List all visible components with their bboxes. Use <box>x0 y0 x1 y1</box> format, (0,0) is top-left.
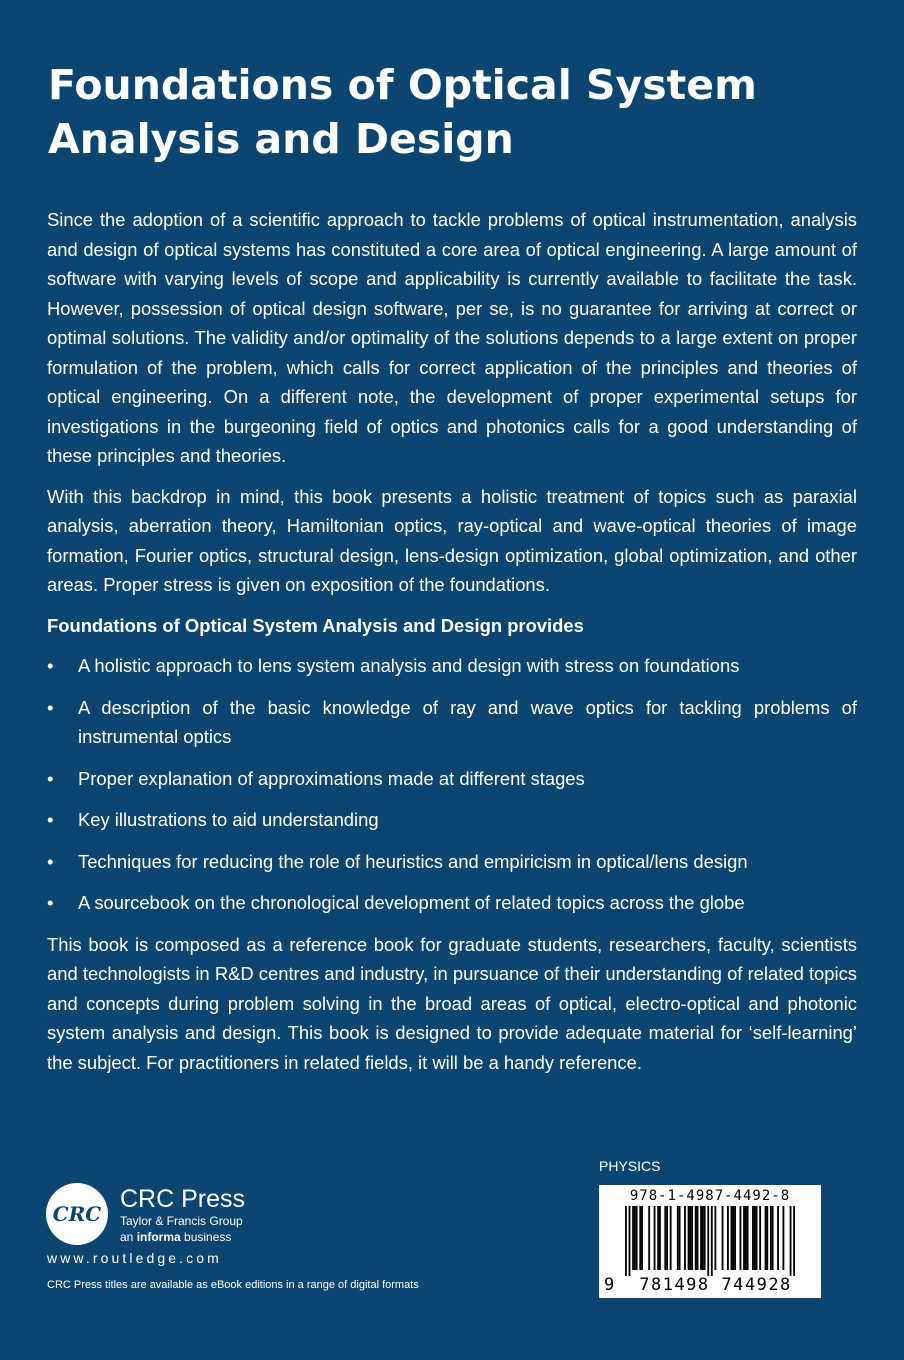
feature-text: Techniques for reducing the role of heuristics and empiricism in optical/lens design <box>78 850 748 872</box>
blurb-paragraph-3: This book is composed as a reference book for graduate students, researchers, faculty, scientists and technologists in R&D centres and industry, in pursuance of their understanding of related topics and concepts during problem solving in the broad areas of optical, electro-optical and photonic system analysis and design. This book is designed to provide adequate material for ‘self-learning’ the subject. For practitioners in related fields, it will be a handy reference. <box>47 933 857 1073</box>
feature-item <box>47 888 857 918</box>
barcode-bar <box>689 1206 691 1270</box>
isbn-barcode <box>599 1185 821 1298</box>
feature-item <box>47 764 857 794</box>
barcode-bar <box>679 1206 681 1270</box>
informa-prefix: an <box>120 1230 137 1244</box>
barcode-bar <box>654 1206 656 1270</box>
barcode-digit-first: 9 <box>604 1275 616 1295</box>
barcode-digits-rest: 781498 744928 <box>639 1275 792 1295</box>
bullet-icon: • <box>47 655 54 676</box>
publisher-group: Taylor & Francis Group <box>120 1214 243 1228</box>
feature-item <box>47 651 857 681</box>
barcode-digits <box>604 1275 818 1295</box>
book-title-line-1: Foundations of Optical System <box>48 61 757 109</box>
barcode-bar <box>632 1206 634 1270</box>
barcode-bar <box>688 1206 690 1270</box>
barcode-bars <box>625 1206 795 1276</box>
barcode-bar <box>754 1206 756 1270</box>
blurb-paragraph-1: Since the adoption of a scientific approach to tackle problems of optical instrumentation, analysis and design of optical systems has constituted a core area of optical engineering. A large amount of software with varying levels of scope and applicability is currently available to facilitate the task. However, possession of optical design software, per se, is no guarantee for arriving at correct or optimal solutions. The validity and/or optimality of the solutions depends to a large extent on proper formulation of the problem, which calls for correct application of the principles and theories of optical engineering. On a different note, the development of proper experimental setups for investigations in the burgeoning field of optics and photonics calls for a good understanding of these principles and theories. <box>47 209 857 466</box>
isbn-number: 978-1-4987-4492-8 <box>629 1188 791 1204</box>
crc-logo-icon: CRC <box>46 1183 108 1245</box>
informa-bold: informa <box>136 1230 181 1244</box>
barcode-bar <box>765 1206 767 1270</box>
bullet-icon: • <box>47 809 54 830</box>
barcode-bar <box>636 1206 638 1270</box>
bullet-icon: • <box>47 696 54 718</box>
feature-list <box>47 651 857 918</box>
barcode-bar <box>790 1206 792 1276</box>
feature-item <box>47 693 857 752</box>
barcode-bar <box>732 1206 734 1270</box>
barcode-bar <box>756 1206 758 1270</box>
barcode-bar <box>782 1206 784 1270</box>
barcode-bar <box>697 1206 699 1270</box>
bullet-icon: • <box>47 892 54 913</box>
barcode-bar <box>711 1206 713 1276</box>
subject-category: PHYSICS <box>599 1158 661 1174</box>
feature-text: A holistic approach to lens system analysis and design with stress on foundations <box>78 655 740 676</box>
barcode-bar <box>702 1206 704 1270</box>
barcode-bar <box>670 1206 672 1270</box>
publisher-name-block <box>120 1185 320 1245</box>
barcode-bar <box>772 1206 774 1270</box>
feature-item <box>47 847 857 877</box>
barcode-bar <box>634 1206 636 1270</box>
barcode-bar <box>639 1206 641 1270</box>
barcode-bar <box>722 1206 724 1270</box>
barcode-bar <box>666 1206 668 1270</box>
bullet-icon: • <box>47 850 54 872</box>
feature-text: A description of the basic knowledge of ray and wave optics for tackling problems of instrumental optics <box>78 696 857 747</box>
feature-text: Proper explanation of approximations made at different stages <box>78 767 585 789</box>
barcode-bar <box>684 1206 686 1270</box>
barcode-bar <box>766 1206 768 1270</box>
barcode-bar <box>747 1206 749 1270</box>
barcode-bar <box>691 1206 693 1270</box>
barcode-bar <box>752 1206 754 1270</box>
barcode-bar <box>777 1206 779 1270</box>
barcode-bar <box>727 1206 729 1270</box>
blurb-paragraph-2: With this backdrop in mind, this book presents a holistic treatment of topics such as paraxial analysis, aberration theory, Hamiltonian optics, ray-optical and wave-optical theories of image formation, Fourier optics, structural design, lens-design optimization, global optimization, and other areas. Proper stress is given on exposition of the foundations. <box>47 485 857 595</box>
barcode-bar <box>677 1206 679 1270</box>
barcode-bar <box>770 1206 772 1270</box>
barcode-bar <box>743 1206 745 1270</box>
barcode-bar <box>664 1206 666 1270</box>
barcode-bar <box>759 1206 761 1270</box>
bullet-icon: • <box>47 767 54 789</box>
feature-item <box>47 805 857 835</box>
informa-suffix: business <box>180 1230 232 1244</box>
book-title <box>48 58 868 166</box>
barcode-bar <box>793 1206 795 1276</box>
feature-text: Key illustrations to aid understanding <box>78 809 379 830</box>
barcode-bar <box>745 1206 747 1270</box>
publisher-informa <box>120 1229 320 1245</box>
barcode-bar <box>734 1206 736 1270</box>
barcode-bar <box>648 1206 650 1270</box>
barcode-bar <box>704 1206 706 1270</box>
barcode-bar <box>740 1206 742 1270</box>
publisher-name: CRC Press <box>120 1185 246 1213</box>
barcode-bar <box>707 1206 709 1276</box>
barcode-bar <box>625 1206 627 1276</box>
ebook-note: CRC Press titles are available as eBook editions in a range of digital formats <box>47 1279 419 1291</box>
barcode-bar <box>659 1206 661 1270</box>
blurb <box>47 205 857 1088</box>
barcode-bar <box>731 1206 733 1270</box>
barcode-bar <box>657 1206 659 1270</box>
features-heading: Foundations of Optical System Analysis and Design provides <box>47 614 584 636</box>
barcode-bar <box>629 1206 631 1276</box>
publisher-website[interactable]: www.routledge.com <box>47 1250 222 1266</box>
barcode-bar <box>641 1206 643 1270</box>
barcode-bar <box>714 1206 716 1270</box>
barcode-bar <box>700 1206 702 1270</box>
barcode-bar <box>695 1206 697 1270</box>
feature-text: A sourcebook on the chronological development of related topics across the globe <box>78 892 745 913</box>
book-title-line-2: Analysis and Design <box>48 115 514 163</box>
